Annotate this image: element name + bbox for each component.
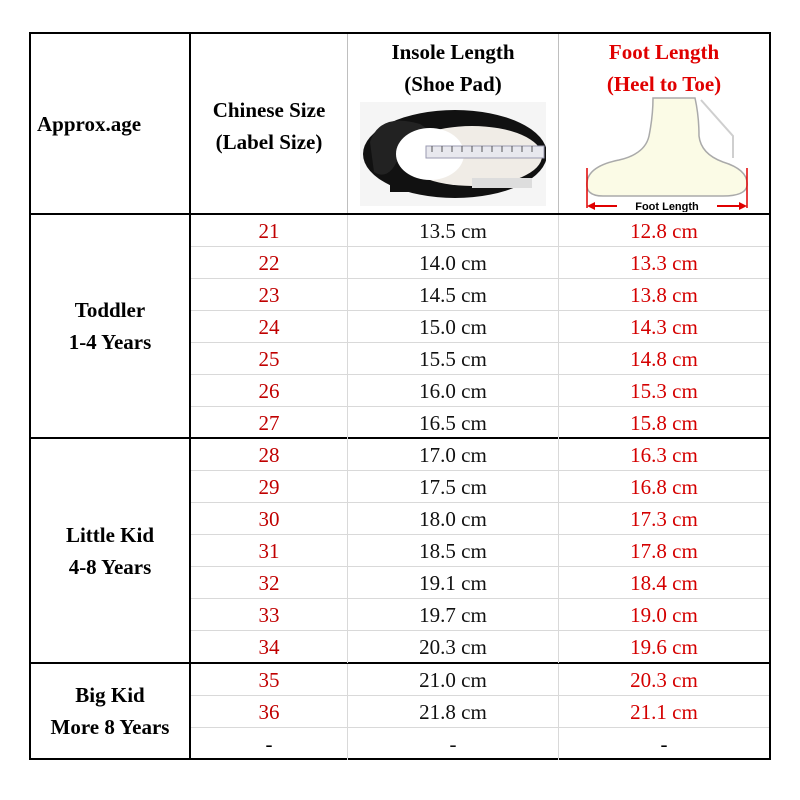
group-label	[31, 439, 191, 662]
table-row	[191, 471, 769, 503]
insole-cell: 21.8 cm	[348, 696, 559, 728]
header-foot-line2: (Heel to Toe)	[606, 72, 722, 96]
insole-cell: 17.5 cm	[348, 471, 559, 503]
foot-cell: 17.8 cm	[630, 539, 698, 563]
table-row	[191, 407, 769, 439]
insole-cell: 16.0 cm	[348, 375, 559, 407]
foot-cell: 16.3 cm	[630, 443, 698, 467]
group-label	[31, 664, 191, 758]
group-label	[31, 215, 191, 437]
header-chinese-size-label	[191, 94, 347, 158]
header-age-cell	[31, 34, 191, 213]
header-age-label: Approx.age	[37, 112, 142, 136]
table-row	[191, 503, 769, 535]
group-label-line1: Toddler	[74, 298, 146, 322]
header-insole-label	[348, 36, 558, 100]
header-insole-cell	[348, 34, 559, 213]
insole-cell: 19.7 cm	[348, 599, 559, 631]
table-row	[191, 311, 769, 343]
table-row	[191, 279, 769, 311]
size-cell: 23	[191, 279, 348, 311]
size-cell: 22	[191, 247, 348, 279]
table-row	[191, 599, 769, 631]
table-row	[191, 375, 769, 407]
foot-cell: -	[660, 732, 668, 756]
size-cell: 35	[191, 664, 348, 696]
foot-cell: 14.3 cm	[630, 315, 698, 339]
insole-cell: 17.0 cm	[348, 439, 559, 471]
foot-cell: 17.3 cm	[630, 507, 698, 531]
insole-cell: 18.5 cm	[348, 535, 559, 567]
table-header	[31, 34, 769, 215]
table-row	[191, 728, 769, 758]
foot-cell: 13.3 cm	[630, 251, 698, 275]
size-cell: 24	[191, 311, 348, 343]
header-insole-line2: (Shoe Pad)	[404, 72, 502, 96]
size-cell: 28	[191, 439, 348, 471]
size-cell: 27	[191, 407, 348, 439]
header-chinese-size-cell	[191, 34, 348, 213]
group-label-line2: More 8 Years	[50, 715, 170, 739]
size-cell: 21	[191, 215, 348, 247]
group-label-line2: 4-8 Years	[68, 554, 152, 579]
group-toddler	[31, 215, 769, 439]
size-cell: 26	[191, 375, 348, 407]
foot-cell: 16.8 cm	[630, 475, 698, 499]
size-cell: 36	[191, 696, 348, 728]
foot-cell: 19.6 cm	[630, 635, 698, 659]
table-row	[191, 247, 769, 279]
foot-cell: 15.3 cm	[630, 379, 698, 403]
size-cell: -	[191, 728, 348, 760]
header-foot-cell	[559, 34, 769, 213]
foot-cell: 13.8 cm	[630, 283, 698, 307]
group-label-line2: 1-4 Years	[68, 330, 152, 354]
insole-cell: 19.1 cm	[348, 567, 559, 599]
table-row	[191, 696, 769, 728]
size-cell: 32	[191, 567, 348, 599]
insole-cell: -	[348, 728, 559, 760]
insole-cell: 14.0 cm	[348, 247, 559, 279]
foot-cell: 15.8 cm	[630, 411, 698, 435]
group-label-line1: Big Kid	[75, 683, 145, 707]
insole-cell: 18.0 cm	[348, 503, 559, 535]
table-row	[191, 664, 769, 696]
size-cell: 34	[191, 631, 348, 663]
size-cell: 30	[191, 503, 348, 535]
group-label-line1: Little Kid	[65, 522, 155, 547]
size-chart-table	[29, 32, 771, 760]
foot-cell: 20.3 cm	[630, 668, 698, 692]
header-insole-line1: Insole Length	[391, 40, 515, 64]
size-cell: 31	[191, 535, 348, 567]
size-cell: 33	[191, 599, 348, 631]
foot-measure-image	[583, 96, 751, 212]
foot-cell: 19.0 cm	[630, 603, 698, 627]
foot-cell: 21.1 cm	[630, 700, 698, 724]
foot-cell: 12.8 cm	[630, 219, 698, 243]
foot-cell: 18.4 cm	[630, 571, 698, 595]
table-row	[191, 535, 769, 567]
insole-measure-image	[360, 102, 546, 206]
insole-cell: 14.5 cm	[348, 279, 559, 311]
table-row	[191, 567, 769, 599]
header-chinese-size-line2: (Label Size)	[215, 130, 323, 154]
table-row	[191, 631, 769, 663]
insole-cell: 13.5 cm	[348, 215, 559, 247]
table-row	[191, 439, 769, 471]
group-big-kid	[31, 664, 769, 758]
insole-cell: 21.0 cm	[348, 664, 559, 696]
foot-cell: 14.8 cm	[630, 347, 698, 371]
insole-cell: 15.5 cm	[348, 343, 559, 375]
table-row	[191, 343, 769, 375]
size-cell: 29	[191, 471, 348, 503]
foot-length-caption: Foot Length	[635, 201, 699, 212]
insole-cell: 15.0 cm	[348, 311, 559, 343]
header-chinese-size-line1: Chinese Size	[212, 98, 326, 122]
insole-cell: 20.3 cm	[348, 631, 559, 663]
table-row	[191, 215, 769, 247]
insole-cell: 16.5 cm	[348, 407, 559, 439]
header-foot-label	[559, 36, 769, 100]
group-little-kid	[31, 439, 769, 664]
header-foot-line1: Foot Length	[608, 40, 720, 64]
size-cell: 25	[191, 343, 348, 375]
